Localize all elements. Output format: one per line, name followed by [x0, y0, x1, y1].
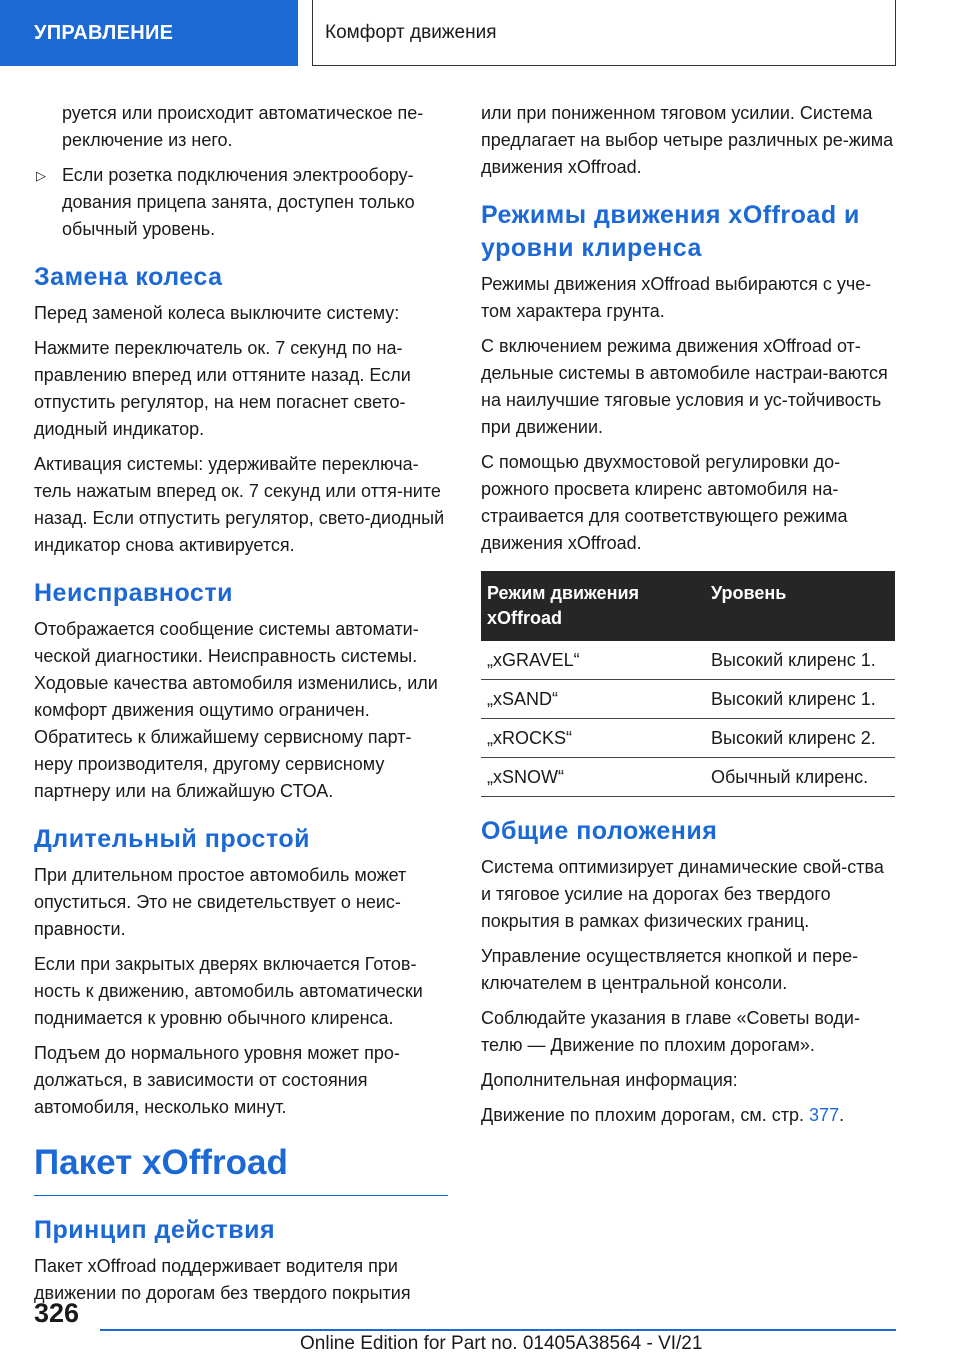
paragraph: Если при закрытых дверях включается Готов-ность к движению, автомобиль автоматически поднимается к уровню обычного клиренса.: [34, 954, 423, 1028]
table-cell-mode: „xGRAVEL“: [481, 641, 705, 680]
paragraph: Режимы движения xOffroad выбираются с уче-том характера грунта.: [481, 274, 872, 321]
heading-general: Общие положения: [481, 817, 718, 845]
table-header-level: Уровень: [705, 571, 895, 641]
table-cell-level: Высокий клиренс 2.: [705, 719, 895, 758]
paragraph: Подъем до нормального уровня может про-должаться, в зависимости от состояния автомобиля, несколько минут.: [34, 1043, 400, 1117]
heading-faults: Неисправности: [34, 579, 233, 607]
table-header-mode: Режим движения xOffroad: [481, 571, 705, 641]
table-row: [481, 641, 895, 680]
page-reference-link[interactable]: 377: [809, 1105, 840, 1125]
paragraph: С включением режима движения xOffroad от-дельные системы в автомобиле настраи-ваются на наилучшие тяговые условия и ус-тойчивость при движении.: [481, 336, 888, 437]
paragraph: Активация системы: удерживайте переключа-тель нажатым вперед ок. 7 секунд или оття-ните назад. Если отпустить регулятор, свето-диодный индикатор снова активируется.: [34, 454, 445, 555]
table-cell-level: Высокий клиренс 1.: [705, 680, 895, 719]
page-number: 326: [34, 1298, 80, 1328]
continued-paragraph: руется или происходит автоматическое пе-реключение из него.: [62, 103, 424, 150]
continued-paragraph: или при пониженном тяговом усилии. Система предлагает на выбор четыре различных ре-жима движения xOffroad.: [481, 103, 894, 177]
paragraph: Перед заменой колеса выключите систему:: [34, 303, 400, 323]
table-cell-mode: „xSNOW“: [481, 758, 705, 797]
paragraph: Система оптимизирует динамические свой-ства и тяговое усилие на дорогах без твердого покрытия в рамках физических границ.: [481, 857, 884, 931]
heading-long-idle: Длительный простой: [34, 825, 310, 853]
table-cell-level: Высокий клиренс 1.: [705, 641, 895, 680]
bullet-item: [34, 162, 448, 243]
section-tab: УПРАВЛЕНИЕ: [0, 0, 298, 66]
footer-divider: [100, 1329, 896, 1331]
heading-wheel-change: Замена колеса: [34, 263, 223, 291]
paragraph: Дополнительная информация:: [481, 1070, 738, 1090]
paragraph: Управление осуществляется кнопкой и пере-ключателем в центральной консоли.: [481, 946, 859, 993]
edition-note: Online Edition for Part no. 01405A38564 - VI/21: [300, 1333, 703, 1354]
table-row: [481, 680, 895, 719]
table-header-row: [481, 571, 895, 641]
chapter-title: Комфорт движения: [312, 0, 896, 66]
paragraph: Пакет xOffroad поддерживает водителя при движении по дорогам без твердого покрытия: [34, 1256, 411, 1303]
triangle-bullet-icon: ▷: [36, 168, 46, 183]
heading-driving-modes: Режимы движения xOffroad и уровни клиренса: [481, 201, 860, 262]
reference-text: Движение по плохим дорогам, см. стр.: [481, 1105, 810, 1125]
paragraph: Отображается сообщение системы автомати-ческой диагностики. Неисправность системы. Ходовые качества автомобиля изменились, или комфорт движения ощутимо ограничен. Обратитесь к ближайшему сервисному парт-неру производителя, другому сервисному партнеру или на ближайшую СТОА.: [34, 619, 438, 801]
modes-table: [481, 571, 895, 797]
paragraph: Соблюдайте указания в главе «Советы води-телю — Движение по плохим дорогам».: [481, 1008, 860, 1055]
paragraph: При длительном простое автомобиль может опуститься. Это не свидетельствует о неис-правности.: [34, 865, 407, 939]
paragraph: С помощью двухмостовой регулировки до-рожного просвета клиренс автомобиля на-страивается для соответствующего режима движения xOffroad.: [481, 452, 848, 553]
reference-end: .: [839, 1105, 845, 1125]
right-column: [481, 100, 895, 1137]
heading-xoffroad-package: Пакет xOffroad: [34, 1141, 448, 1196]
table-cell-level: Обычный клиренс.: [705, 758, 895, 797]
table-cell-mode: „xSAND“: [481, 680, 705, 719]
bullet-text: Если розетка подключения электрообору-дования прицепа занята, доступен только обычный уровень.: [62, 165, 415, 239]
heading-principle: Принцип действия: [34, 1216, 276, 1244]
paragraph: Нажмите переключатель ок. 7 секунд по на-правлению вперед или оттяните назад. Если отпустить регулятор, на нем погаснет свето-диодный индикатор.: [34, 338, 411, 439]
paragraph-with-link: [481, 1102, 895, 1129]
table-cell-mode: „xROCKS“: [481, 719, 705, 758]
page-header: [0, 0, 960, 66]
table-row: [481, 719, 895, 758]
left-column: [34, 100, 448, 1315]
table-row: [481, 758, 895, 797]
